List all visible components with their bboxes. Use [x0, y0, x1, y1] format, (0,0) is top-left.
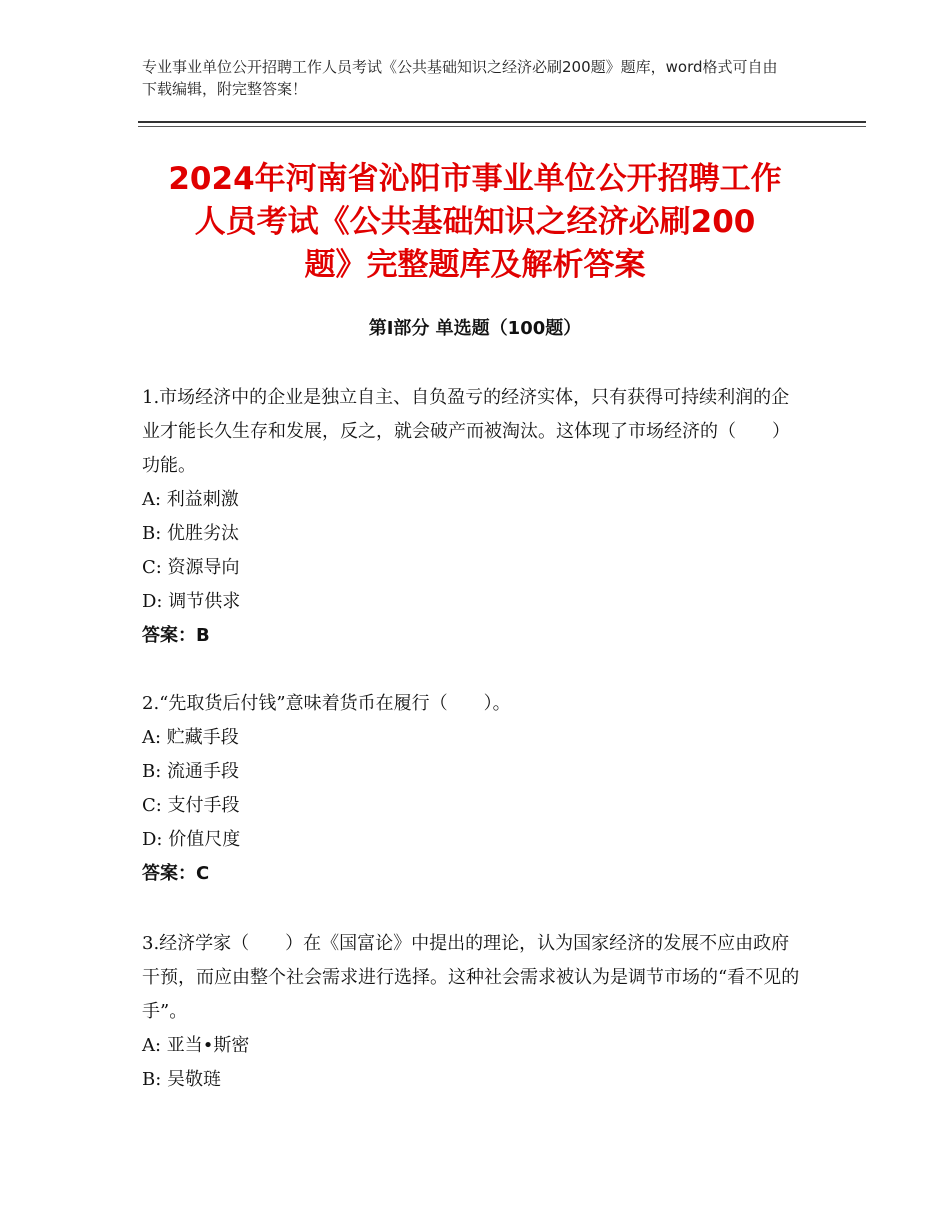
option-d: D: 调节供求 — [142, 591, 241, 612]
option-b: B: 吴敬琏 — [142, 1069, 222, 1090]
option-c: C: 资源导向 — [142, 557, 240, 578]
header-divider-thin — [138, 126, 866, 127]
section-heading: 第Ⅰ部分 单选题（100题） — [368, 318, 582, 339]
option-a: A: 亚当•斯密 — [142, 1035, 250, 1056]
title-line: 人员考试《公共基础知识之经济必刷200 — [194, 204, 756, 240]
answer: 答案：B — [142, 625, 210, 646]
question-stem: 3.经济学家（ ）在《国富论》中提出的理论，认为国家经济的发展不应由政府干预，而应由整个社会需求进行选择。这种社会需求被认为是调节市场的“看不见的手”。 — [142, 933, 800, 1022]
option-b: B: 优胜劣汰 — [142, 523, 240, 544]
option-c: C: 支付手段 — [142, 795, 240, 816]
question-2 — [142, 687, 802, 891]
option-b: B: 流通手段 — [142, 761, 240, 782]
question-stem: 2.“先取货后付钱”意味着货币在履行（ ）。 — [142, 693, 511, 714]
answer: 答案：C — [142, 863, 210, 884]
title-line: 题》完整题库及解析答案 — [304, 247, 646, 283]
header-divider-thick — [138, 121, 866, 123]
title-line: 2024年河南省沁阳市事业单位公开招聘工作 — [168, 161, 782, 197]
option-a: A: 贮藏手段 — [142, 727, 239, 748]
document-title — [125, 158, 825, 287]
option-a: A: 利益刺激 — [142, 489, 239, 510]
question-3 — [142, 927, 802, 1097]
option-d: D: 价值尺度 — [142, 829, 241, 850]
question-stem: 1.市场经济中的企业是独立自主、自负盈亏的经济实体，只有获得可持续利润的企业才能长久生存和发展，反之，就会破产而被淘汰。这体现了市场经济的（ ）功能。 — [142, 387, 790, 476]
header-note: 专业事业单位公开招聘工作人员考试《公共基础知识之经济必刷200题》题库，word格式可自由下载编辑，附完整答案！ — [142, 58, 778, 98]
question-1 — [142, 381, 802, 653]
